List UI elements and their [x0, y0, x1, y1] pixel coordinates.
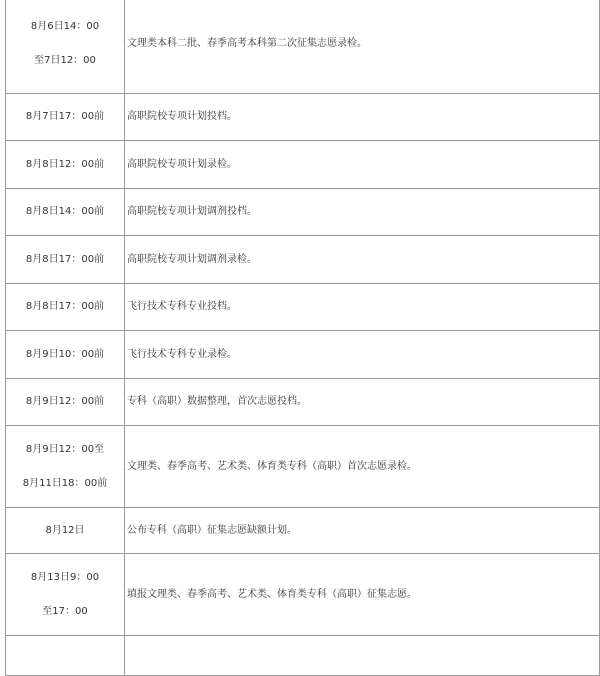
- time-cell: [6, 236, 125, 284]
- event-cell: 高职院校专项计划调剂录检。: [125, 236, 600, 284]
- table-row: [6, 284, 600, 331]
- time-text: 8月8日17：00前: [25, 301, 105, 312]
- time-text: 8月8日17：00前: [25, 253, 105, 265]
- event-cell: 高职院校专项计划投档。: [125, 94, 600, 141]
- time-end: 8月11日18：00前: [22, 477, 108, 489]
- time-cell: [6, 379, 125, 426]
- time-end: 至17：00: [42, 605, 88, 617]
- event-cell: 专科（高职）数据整理，首次志愿投档。: [125, 379, 600, 426]
- table-row: [6, 0, 600, 94]
- event-cell: 飞行技术专科专业录检。: [125, 331, 600, 379]
- event-cell: 高职院校专项计划录检。: [125, 141, 600, 189]
- time-cell: [6, 141, 125, 189]
- time-cell: [6, 636, 125, 676]
- time-cell: [6, 331, 125, 379]
- event-cell: 飞行技术专科专业投档。: [125, 284, 600, 331]
- event-cell: 文理类本科二批、春季高考本科第二次征集志愿录检。: [125, 0, 600, 94]
- time-cell: [6, 189, 125, 236]
- time-text: 8月8日12：00前: [25, 158, 105, 170]
- time-start: 8月13日9：00: [30, 571, 100, 583]
- time-text: 8月8日14：00前: [25, 206, 105, 217]
- event-cell: 填报文理类、春季高考、艺术类、体育类专科（高职）征集志愿。: [125, 554, 600, 636]
- table-row: [6, 554, 600, 636]
- time-cell: [6, 554, 125, 636]
- time-text: 8月9日12：00前: [25, 396, 105, 407]
- admission-schedule-table: [5, 0, 600, 676]
- table-row: [6, 94, 600, 141]
- table-row: [6, 508, 600, 554]
- time-cell: [6, 508, 125, 554]
- table-row: [6, 636, 600, 676]
- time-text: 8月9日10：00前: [25, 348, 105, 360]
- time-cell: [6, 94, 125, 141]
- time-cell: [6, 426, 125, 508]
- table-row: [6, 426, 600, 508]
- table-row: [6, 236, 600, 284]
- time-start: 8月9日12：00至: [25, 443, 105, 455]
- table-row: [6, 331, 600, 379]
- table-row: [6, 379, 600, 426]
- time-cell: [6, 284, 125, 331]
- event-cell: 公布专科（高职）征集志愿缺额计划。: [125, 508, 600, 554]
- event-cell: [125, 636, 600, 676]
- table-row: [6, 141, 600, 189]
- table-row: [6, 189, 600, 236]
- time-cell: [6, 0, 125, 94]
- time-start: 8月6日14：00: [30, 21, 100, 32]
- time-text: 8月12日: [45, 524, 85, 536]
- event-cell: 高职院校专项计划调剂投档。: [125, 189, 600, 236]
- time-text: 8月7日17：00前: [25, 111, 105, 122]
- event-cell: 文理类、春季高考、艺术类、体育类专科（高职）首次志愿录检。: [125, 426, 600, 508]
- time-end: 至7日12：00: [34, 55, 96, 66]
